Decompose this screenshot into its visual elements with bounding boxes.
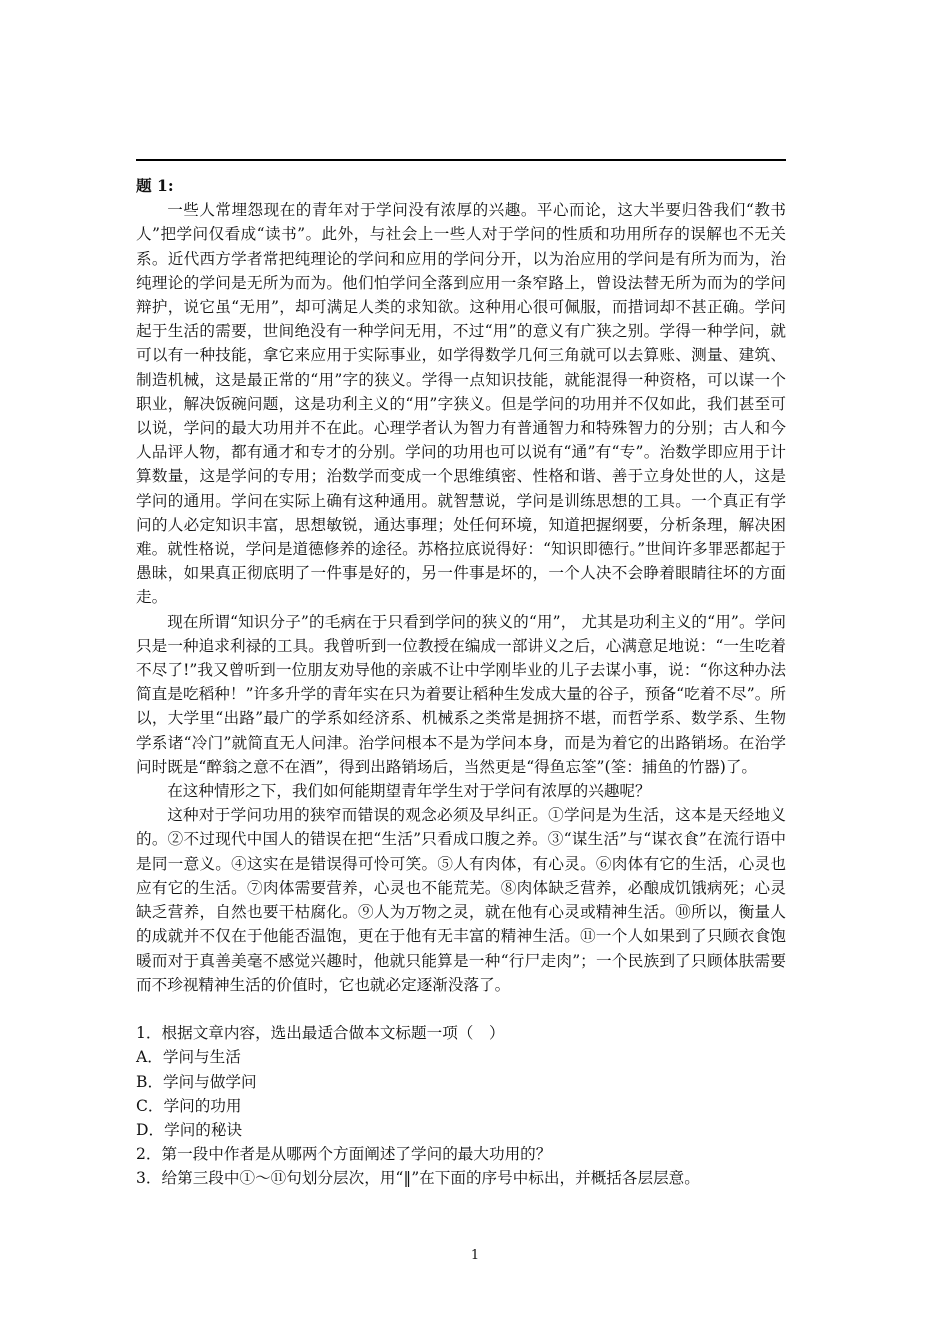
question-heading: 题 1:	[136, 176, 174, 195]
question-2: 2．第一段中作者是从哪两个方面阐述了学问的最大功用的？	[136, 1145, 552, 1164]
passage-paragraph-2: 现在所谓“知识分子”的毛病在于只看到学问的狭义的“用”， 尤其是功利主义的“用”。学问只是一种追求利禄的工具。我曾听到一位教授在编成一部讲义之后，心满意足地说：“一生吃着不尽了!”我又曾听到一位朋友劝导他的亲戚不让中学刚毕业的儿子去谋小事，说：“你这种办法简直是吃稻种！”许多升学的青年实在只为着要让稻种生发成大量的谷子，预备“吃着不尽”。所以，大学里“出路”最广的学系如经济系、机械系之类常是拥挤不堪，而哲学系、数学系、生物学系诸“冷门”就简直无人问津。治学问根本不是为学问本身，而是为着它的出路销场。在治学问时既是“醉翁之意不在酒”，得到出路销场后，当然更是“得鱼忘筌”(筌：捕鱼的竹器)了。	[136, 612, 786, 776]
passage-paragraph-4: 这种对于学问功用的狭窄而错误的观念必须及早纠正。①学问是为生活，这本是天经地义的。②不过现代中国人的错误在把“生活”只看成口腹之养。③“谋生活”与“谋衣食”在流行语中是同一意义。④这实在是错误得可怜可笑。⑤人有肉体，有心灵。⑥肉体有它的生活，心灵也应有它的生活。⑦肉体需要营养，心灵也不能荒芜。⑧肉体缺乏营养，必酿成饥饿病死；心灵缺乏营养，自然也要干枯腐化。⑨人为万物之灵，就在他有心灵或精神生活。⑩所以，衡量人的成就并不仅在于他能否温饱，更在于他有无丰富的精神生活。⑪一个人如果到了只顾衣食饱暖而对于真善美毫不感觉兴趣时，他就只能算是一种“行尸走肉”；一个民族到了只顾体肤需要而不珍视精神生活的价值时，它也就必定逐渐没落了。	[136, 806, 786, 994]
passage-paragraph-3: 在这种情形之下，我们如何能期望青年学生对于学问有浓厚的兴趣呢？	[167, 782, 651, 801]
document-body	[136, 174, 786, 1191]
option-b: B．学问与做学问	[136, 1072, 257, 1091]
question-3: 3．给第三段中①～⑪句划分层次，用“‖”在下面的序号中标出，并概括各层层意。	[136, 1169, 700, 1188]
option-c: C．学问的功用	[136, 1096, 242, 1115]
option-a: A．学问与生活	[136, 1048, 241, 1067]
passage-paragraph-1: 一些人常埋怨现在的青年对于学问没有浓厚的兴趣。平心而论，这大半要归咎我们“教书人”把学问仅看成“读书”。此外，与社会上一些人对于学问的性质和功用所存的误解也不无关系。近代西方学者常把纯理论的学问和应用的学问分开，以为治应用的学问是有所为而为，治纯理论的学问是无所为而为。他们怕学问全落到应用一条窄路上，曾设法替无所为而为的学问辩护，说它虽“无用”，却可满足人类的求知欲。这种用心很可佩服，而措词却不甚正确。学问起于生活的需要，世间绝没有一种学问无用，不过“用”的意义有广狭之别。学得一种学问，就可以有一种技能，拿它来应用于实际事业，如学得数学几何三角就可以去算账、测量、建筑、制造机械，这是最正常的“用”字的狭义。学得一点知识技能，就能混得一种资格，可以谋一个职业，解决饭碗问题，这是功利主义的“用”字狭义。但是学问的功用并不仅如此，我们甚至可以说，学问的最大功用并不在此。心理学者认为智力有普通智力和特殊智力的分别；古人和今人品评人物，都有通才和专才的分别。学问的功用也可以说有“通”有“专”。治数学即应用于计算数量，这是学问的专用；治数学而变成一个思维缜密、性格和谐、善于立身处世的人，这是学问的通用。学问在实际上确有这种通用。就智慧说，学问是训练思想的工具。一个真正有学问的人必定知识丰富，思想敏锐，通达事理；处任何环境，知道把握纲要，分析条理，解决困难。就性格说，学问是道德修养的途径。苏格拉底说得好：“知识即德行。”世间许多罪恶都起于愚昧，如果真正彻底明了一件事是好的，另一件事是坏的，一个人决不会睁着眼睛往坏的方面走。	[136, 201, 786, 607]
question-1: 1．根据文章内容，选出最适合做本文标题一项（ ）	[136, 1024, 505, 1043]
spacer	[136, 997, 786, 1021]
header-rule	[136, 159, 786, 161]
page-number: 1	[470, 1248, 480, 1263]
option-d: D．学问的秘诀	[136, 1120, 243, 1139]
